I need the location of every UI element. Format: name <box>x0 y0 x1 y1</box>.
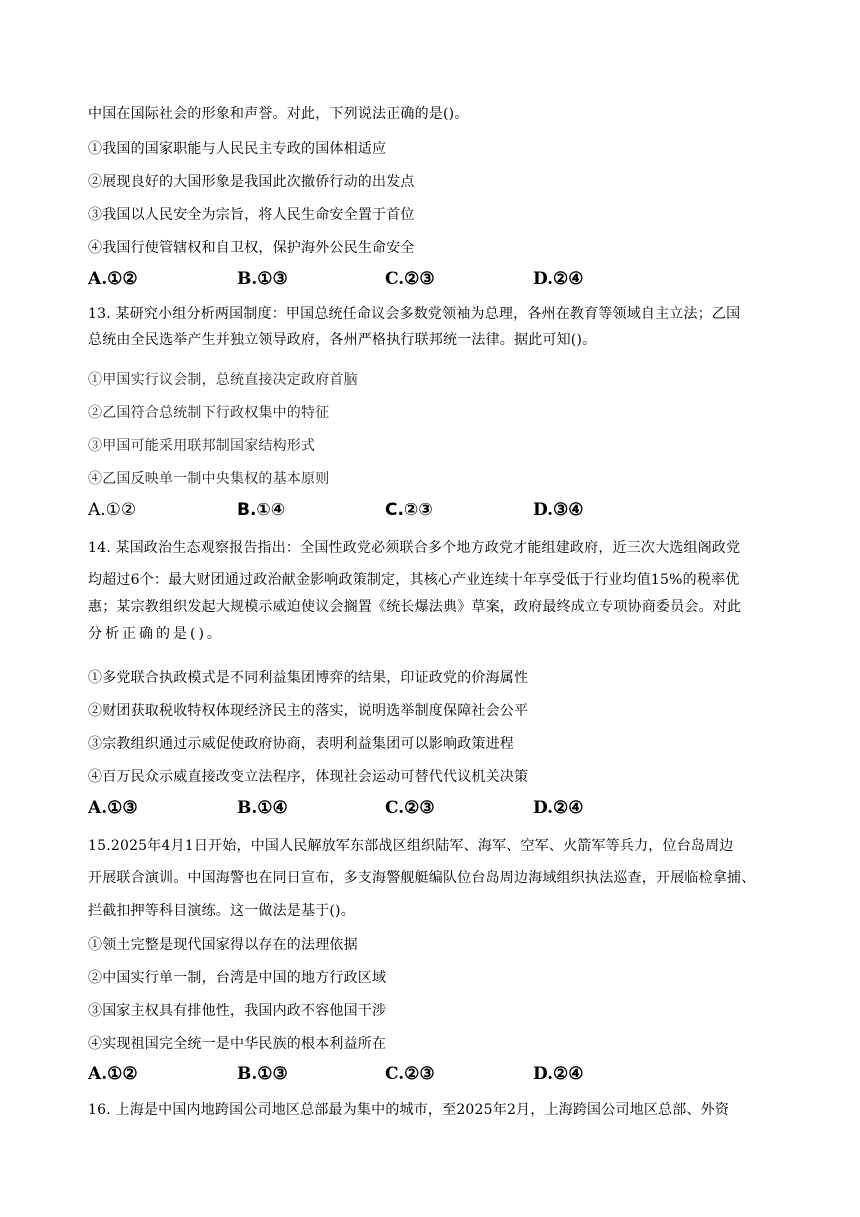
q15-option-d[interactable]: D.②④ <box>533 1064 584 1084</box>
q14-item-3: ③宗教组织通过示威促使政府协商，表明利益集团可以影响政策进程 <box>88 736 514 752</box>
q15-option-a[interactable]: A.①② <box>88 1064 138 1084</box>
q13-option-c[interactable]: C.②③ <box>385 500 433 520</box>
q14-stem-line-4: 分析正确的是()。 <box>88 626 224 642</box>
q12-options <box>88 267 688 291</box>
q12-item-1: ①我国的国家职能与人民民主专政的国体相适应 <box>88 141 387 157</box>
q14-item-2: ②财团获取税收特权体现经济民主的落实，说明选举制度保障社会公平 <box>88 703 529 719</box>
q15-item-4: ④实现祖国完全统一是中华民族的根本利益所在 <box>88 1036 387 1052</box>
q12-option-b[interactable]: B.①③ <box>237 269 288 289</box>
q12-option-d[interactable]: D.②④ <box>533 269 584 289</box>
q14-stem-line-1: 14. 某国政治生态观察报告指出：全国性政党必须联合多个地方政党才能组建政府，近三次大选组阁政党 <box>88 540 741 556</box>
q12-option-c[interactable]: C.②③ <box>385 269 435 289</box>
q13-item-2: ②乙国符合总统制下行政权集中的特征 <box>88 405 330 421</box>
q15-options <box>88 1062 688 1086</box>
q15-stem-line-1: 15.2025年4月1日开始，中国人民解放军东部战区组织陆军、海军、空军、火箭军等兵力，位台岛周边 <box>88 838 734 854</box>
q15-stem-line-2: 开展联合演训。中国海警也在同日宣布，多支海警舰艇编队位台岛周边海域组织执法巡查，开展临检拿捕、 <box>88 870 756 886</box>
q16-stem-line-1: 16. 上海是中国内地跨国公司地区总部最为集中的城市，至2025年2月，上海跨国公司地区总部、外资 <box>88 1102 730 1118</box>
q15-item-3: ③国家主权具有排他性，我国内政不容他国干涉 <box>88 1003 387 1019</box>
q14-stem-line-2: 均超过6个：最大财团通过政治献金影响政策制定，其核心产业连续十年享受低于行业均值15%的税率优 <box>88 572 740 588</box>
q13-options <box>88 498 688 522</box>
q15-item-2: ②中国实行单一制，台湾是中国的地方行政区域 <box>88 970 387 986</box>
q13-stem-line-2: 总统由全民选举产生并独立领导政府，各州严格执行联邦统一法律。据此可知()。 <box>88 332 597 348</box>
q13-item-1: ①甲国实行议会制，总统直接决定政府首脑 <box>88 372 358 388</box>
q15-item-1: ①领土完整是现代国家得以存在的法理依据 <box>88 937 358 953</box>
q14-item-1: ①多党联合执政模式是不同利益集团博弈的结果，印证政党的价海属性 <box>88 670 529 686</box>
q14-stem-line-3: 惠；某宗教组织发起大规模示威迫使议会搁置《统长爆法典》草案，政府最终成立专项协商委员会。对此 <box>88 599 742 615</box>
q12-item-2: ②展现良好的大国形象是我国此次撤侨行动的出发点 <box>88 174 415 190</box>
q13-option-b[interactable]: B.①④ <box>237 500 286 520</box>
q14-options <box>88 796 688 820</box>
q15-stem-line-3: 拦截扣押等科目演练。这一做法是基于()。 <box>88 903 355 919</box>
q13-item-3: ③甲国可能采用联邦制国家结构形式 <box>88 438 316 454</box>
q13-option-d[interactable]: D.③④ <box>533 500 584 520</box>
q14-item-4: ④百万民众示威直接改变立法程序，体现社会运动可替代代议机关决策 <box>88 769 529 785</box>
q14-option-c[interactable]: C.②③ <box>385 798 435 818</box>
q14-option-a[interactable]: A.①③ <box>88 798 138 818</box>
q15-option-c[interactable]: C.②③ <box>385 1064 435 1084</box>
q13-option-a[interactable]: A.①② <box>88 500 137 520</box>
q12-item-3: ③我国以人民安全为宗旨，将人民生命安全置于首位 <box>88 207 415 223</box>
q14-option-d[interactable]: D.②④ <box>533 798 584 818</box>
q12-option-a[interactable]: A.①② <box>88 269 138 289</box>
q14-option-b[interactable]: B.①④ <box>237 798 288 818</box>
q12-stem: 中国在国际社会的形象和声誉。对此，下列说法正确的是()。 <box>88 106 469 122</box>
q13-stem-line-1: 13. 某研究小组分析两国制度：甲国总统任命议会多数党领袖为总理，各州在教育等领域自主立法；乙国 <box>88 306 741 322</box>
q12-item-4: ④我国行使管辖权和自卫权，保护海外公民生命安全 <box>88 240 415 256</box>
q15-option-b[interactable]: B.①③ <box>237 1064 288 1084</box>
q13-item-4: ④乙国反映单一制中央集权的基本原则 <box>88 471 330 487</box>
